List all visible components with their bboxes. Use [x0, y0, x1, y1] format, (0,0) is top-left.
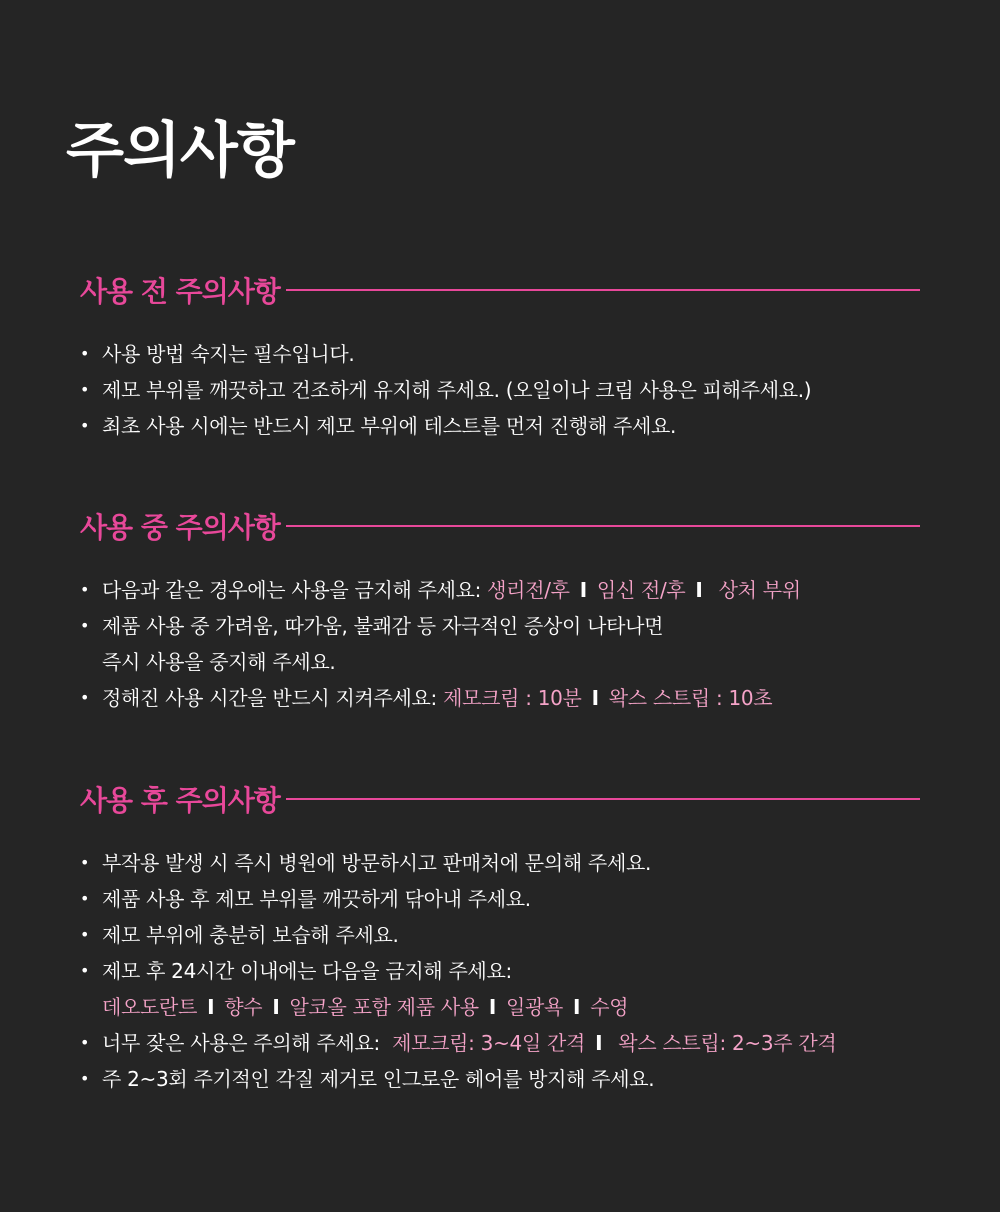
section-header [80, 506, 920, 546]
item-text: 제품 사용 중 가려움, 따가움, 불쾌감 등 자극적인 증상이 나타나면 [102, 614, 664, 638]
section-title: 사용 중 주의사항 [80, 511, 280, 544]
bullet-icon: • [80, 416, 90, 435]
list-item [80, 1061, 920, 1097]
highlight-row [102, 989, 920, 1025]
notice-list [80, 336, 920, 444]
section-title: 사용 전 주의사항 [80, 275, 280, 308]
section-after-use [80, 779, 920, 1097]
section-title: 사용 후 주의사항 [80, 784, 280, 817]
page-title: 주의사항 [66, 116, 294, 186]
section-divider [286, 525, 920, 527]
bullet-icon: • [80, 889, 90, 908]
section-header [80, 779, 920, 819]
highlight-text: 제모크림: 3~4일 간격 [392, 1031, 586, 1055]
item-text: 최초 사용 시에는 반드시 제모 부위에 테스트를 먼저 진행해 주세요. [102, 414, 677, 438]
bullet-icon: • [80, 344, 90, 363]
separator: I [695, 578, 703, 602]
bullet-icon: • [80, 1033, 90, 1052]
list-item [80, 881, 920, 917]
separator: I [272, 995, 280, 1019]
separator: I [207, 995, 215, 1019]
bullet-icon: • [80, 616, 90, 635]
highlight-text: 수영 [590, 995, 629, 1019]
item-text: 제품 사용 후 제모 부위를 깨끗하게 닦아내 주세요. [102, 887, 531, 911]
highlight-text: 상처 부위 [718, 578, 801, 602]
section-during-use [80, 506, 920, 716]
item-text: 제모 부위에 충분히 보습해 주세요. [102, 923, 399, 947]
bullet-icon: • [80, 1069, 90, 1088]
section-divider [286, 798, 920, 800]
item-text: 주 2~3회 주기적인 각질 제거로 인그로운 헤어를 방지해 주세요. [102, 1067, 655, 1091]
item-text: 부작용 발생 시 즉시 병원에 방문하시고 판매처에 문의해 주세요. [102, 851, 652, 875]
section-before-use [80, 270, 920, 444]
list-item [80, 845, 920, 881]
separator: I [579, 578, 587, 602]
bullet-icon: • [80, 925, 90, 944]
highlight-text: 왁스 스트립 : 10초 [608, 686, 773, 710]
separator: I [573, 995, 581, 1019]
bullet-icon: • [80, 688, 90, 707]
highlight-text: 임신 전/후 [596, 578, 686, 602]
list-item [80, 372, 920, 408]
highlight-text: 데오도란트 [102, 995, 198, 1019]
list-item [80, 336, 920, 372]
highlight-text: 향수 [224, 995, 263, 1019]
item-text: 제모 부위를 깨끗하고 건조하게 유지해 주세요. (오일이나 크림 사용은 피해주세요.) [102, 378, 812, 402]
list-item [80, 1025, 920, 1061]
section-divider [286, 289, 920, 291]
bullet-icon: • [80, 961, 90, 980]
separator: I [488, 995, 496, 1019]
list-item [80, 953, 920, 1025]
item-text: 제모 후 24시간 이내에는 다음을 금지해 주세요: [102, 959, 512, 983]
highlight-text: 일광욕 [505, 995, 564, 1019]
highlight-text: 생리전/후 [487, 578, 570, 602]
list-item [80, 408, 920, 444]
item-text: 너무 잦은 사용은 주의해 주세요: [102, 1031, 380, 1055]
list-item [80, 680, 920, 716]
highlight-text: 왁스 스트립: 2~3주 간격 [618, 1031, 837, 1055]
list-item [80, 608, 920, 680]
list-item [80, 572, 920, 608]
item-text: 정해진 사용 시간을 반드시 지켜주세요: [102, 686, 437, 710]
item-text-continued: 즉시 사용을 중지해 주세요. [102, 650, 336, 674]
highlight-text: 제모크림 : 10분 [443, 686, 582, 710]
highlight-text: 알코올 포함 제품 사용 [289, 995, 479, 1019]
separator: I [591, 686, 599, 710]
list-item [80, 917, 920, 953]
notice-list [80, 572, 920, 716]
notice-list [80, 845, 920, 1097]
bullet-icon: • [80, 853, 90, 872]
item-text: 다음과 같은 경우에는 사용을 금지해 주세요: [102, 578, 482, 602]
bullet-icon: • [80, 380, 90, 399]
item-text: 사용 방법 숙지는 필수입니다. [102, 342, 355, 366]
section-header [80, 270, 920, 310]
bullet-icon: • [80, 580, 90, 599]
separator: I [595, 1031, 603, 1055]
